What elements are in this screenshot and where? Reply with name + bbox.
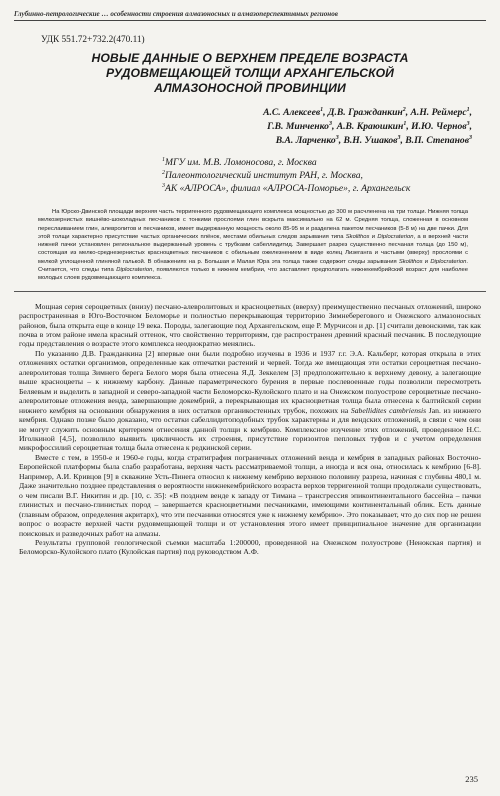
affiliation-text: МГУ им. М.В. Ломоносова, г. Москва <box>165 157 317 168</box>
article-body <box>19 302 481 557</box>
abstract-text: На Юрско-Двинской площади верхняя часть терригенного рудовмещающего комплекса мощностью до 300 м расчленена на три толщи. Нижняя толща мелкозернистых вишнёво-шоколадных песчаников с тонкими прослоями глин вскрыта максимально на 62 м. Средняя толща, сложенная в основном переслаиванием глин, алевролитов и песчаников, имеет выдержанную мощность около 85-95 м и разделена пакетом песчаников (5-8 м) на две пачки. Для этой толщи характерно присутствие частых органических плёнок, местами обильных следов зарывания типа <box>38 209 468 240</box>
abstract-text: и <box>422 258 431 265</box>
body-paragraph: Мощная серия сероцветных (внизу) песчано-алевролитовых и красноцветных (вверху) преимущественно песчаных отложений, широко распространенная в Юго-Восточном Беломорье и полностью перекрывающая территорию Зимнеберегового и Онежского алмазоносных районов, была открыта еще в конце 19 века. Породы, залегающие под Архангельском, еще Р. Мурчисон и др. [1] считали девонскими, так как почва в этом районе имела красный оттенок, что свойственно территориям, где распространен древний красный песчаник. В последующие годы представления о возрасте этого комплекса неоднократно менялись. <box>19 301 481 349</box>
author-separator: , <box>469 107 472 118</box>
body-paragraph: Результаты групповой геологической съемки масштаба 1:200000, проведенной на Онежском полуострове (Ненокская партия) и Беломорско-Кулойского плато (Кулойская партия) под руководством А.Ф. <box>19 538 481 557</box>
author-name: В.А. Ларченко <box>275 135 336 146</box>
affiliation-line <box>162 169 486 182</box>
affiliation-marker: 3 <box>469 134 472 141</box>
taxon-name: Skolithos <box>345 233 370 240</box>
paragraph-text: Jan. из нижнего кембрия. Однако позже было доказано, что остатки сабеллидитоподобных трубок характерны и для вендских отложений, в связи с чем они не могут служить основным критерием отнесения данной толщи к кембрию. Комплексное изучение этих отложений, проведенное Н.С. Иголкиной [4,5], позволило выявить цикличность их строения, присутствие горизонтов пепловых туфов и с учетом определения микрофоссилий сероцветная толща была отнесена к редкинской серии. <box>19 405 481 453</box>
body-paragraph <box>19 349 481 453</box>
abstract-text: . Считается, что следы типа <box>38 258 468 274</box>
affiliation-marker: 1 <box>403 120 407 127</box>
author-name: Г.В. Минченко <box>267 121 329 132</box>
abstract-text: и <box>369 233 378 240</box>
affiliation-marker: 2 <box>402 106 406 113</box>
taxon-name: Diplocraterion <box>377 233 414 240</box>
author-name: , В.Н. Ушаков <box>338 135 398 146</box>
taxon-name: Diplocraterion <box>116 267 153 274</box>
title-line: РУДОВМЕЩАЮЩЕЙ ТОЛЩИ АРХАНГЕЛЬСКОЙ <box>105 66 395 80</box>
author-line <box>14 120 472 134</box>
author-line <box>14 106 472 120</box>
running-header: Глубинно-петрологические … особенности строения алмазоносных и алмазоперспективных регионов <box>14 10 486 21</box>
affiliation-marker: 1 <box>320 106 324 113</box>
affiliation-text: АК «АЛРОСА», филиал «АЛРОСА-Поморье», г. Архангельск <box>165 183 411 194</box>
affiliation-marker: 1 <box>466 106 470 113</box>
affiliations <box>162 156 486 195</box>
author-name: , В.П. Степанов <box>400 135 469 146</box>
abstract-divider <box>14 291 486 292</box>
abstract-text: , а в верхней части нижней пачки установлен региональное выдержанный уровень с трубками сабеллидитид. Завершает разрез существенно песчаная толща (до 150 м), состоящая из мелко-среднезернистых красноцветных песчаников с обильным ожелезнением в виде колец Лизеганга и частыми (вверху) прослоями с мелкой уплощенной глиняной галькой. В обнажениях на р. Большая и Малая Юра эта толща также содержит следы зарывания <box>38 233 468 265</box>
paragraph-text: По указанию Д.В. Гражданкина [2] впервые они были подробно изучены в 1936 и 1937 г.г. Э.А. Кальберг, которая открыла в этих отложениях остатки организмов, определенные как отпечатки растений и червей. Тогда же вмещающая эти остатки сероцветная песчано-алевролитовая толща Зимнего берега Белого моря была отнесена Я.Д. Зеккелем [3] предположительно к верхнему девону, а залегающие выше красноцветы – к нижнему карбону. Данные параметрического бурения в первые послевоенные годы позволили пересмотреть Беляевым и выделить в западной и северо-западной части Беломорско-Кулойского плато и на Онежском полуострове сероцветные песчано-алевролитовые отложения венда, завершающие докембрий, а перекрывающая их красноцветная толща была отнесена к балтийской серии нижнего кембрия на основании обнаружения в них остатков органикостенных трубок, похожих на <box>19 348 481 415</box>
taxon-name: Sabellidites cambriensis <box>350 405 427 415</box>
affiliation-number: 2 <box>162 169 165 176</box>
abstract-text: , появляются только в нижнем кембрии, что заставляет предполагать нижнекембрийский возраст для наиболее молодых слоев рудовмещающего комплекса. <box>38 267 468 282</box>
author-name: , А.Н. Реймерс <box>405 107 467 118</box>
taxon-name: Skolithos <box>398 258 423 265</box>
author-line <box>14 134 472 148</box>
udc-code: УДК 551.72+732.2(470.11) <box>41 35 145 45</box>
affiliation-number: 1 <box>162 156 165 163</box>
article-title <box>14 51 486 96</box>
abstract <box>38 208 468 283</box>
author-name: , И.Ю. Чернов <box>406 121 467 132</box>
taxon-name: Diplocraterion <box>430 258 467 265</box>
author-name: , А.В. Краюшкин <box>331 121 404 132</box>
author-separator: , <box>469 121 472 132</box>
page-number: 235 <box>465 774 478 784</box>
affiliation-marker: 3 <box>335 134 339 141</box>
affiliation-marker: 3 <box>466 120 470 127</box>
author-name: , Д.В. Гражданкин <box>323 107 403 118</box>
body-paragraph: Вместе с тем, в 1950-е и 1960-е годы, когда стратиграфия пограничных отложений венда и кембрия в западных районах Восточно-Европейской платформы была слабо разработана, верхняя часть рассматриваемой толщи, а иногда и вся она, относилась к кембрию [6-8]. Например, А.И. Кривцов [9] в скважине Усть-Пинега относил к нижнему кембрию верхнюю половину разреза, начиная с глубины 480,1 м. Даже значительно позднее представления о вероятности нижнекембрийского возраста верхов терригенной толщи продолжали существовать, о чем писали В.Г. Никитин и др. [10, с. 35]: «В позднем венде к западу от Тимана – трансгрессия эпиконтинентального бассейна – пачки глинистых и песчано-глинистых пород – завершается красноцветными песчаниками, имеющими континентальный облик. Есть данные (главным образом, определения акритарх), что эти песчаники относятся уже к нижнему кембрию». Это показывает, что до сих пор не решен вопрос о возрасте верхней части рудовмещающей толщи и от установления этого имеет принципиальное значение для организации поисковых и разведочных работ на алмазы. <box>19 452 481 538</box>
author-list <box>14 106 472 148</box>
author-name: А.С. Алексеев <box>263 107 321 118</box>
title-line: АЛМАЗОНОСНОЙ ПРОВИНЦИИ <box>154 81 346 95</box>
affiliation-text: Палеонтологический институт РАН, г. Москва, <box>165 170 363 181</box>
affiliation-marker: 3 <box>328 120 332 127</box>
affiliation-marker: 3 <box>397 134 401 141</box>
affiliation-line <box>162 182 486 195</box>
affiliation-line <box>162 156 486 169</box>
title-line: НОВЫЕ ДАННЫЕ О ВЕРХНЕМ ПРЕДЕЛЕ ВОЗРАСТА <box>91 51 409 65</box>
affiliation-number: 3 <box>162 182 165 189</box>
